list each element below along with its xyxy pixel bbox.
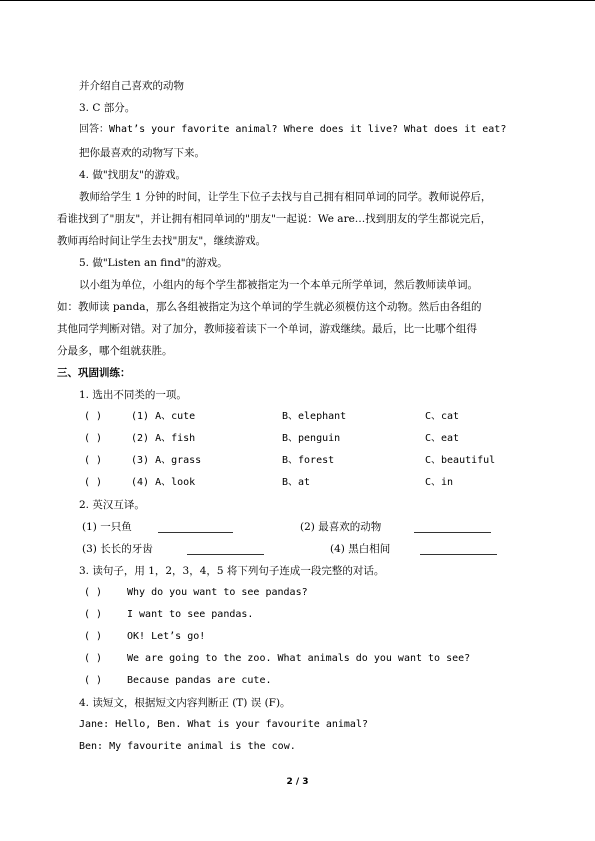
option-c: C、beautiful [425,455,496,466]
option-a: (1) A、cute [131,411,196,422]
option-a: (2) A、fish [131,433,196,444]
text-line: 以小组为单位，小组内的每个学生都被指定为一个本单元所学单词，然后教师读单词。 [79,279,478,291]
section-heading: 三、巩固训练： [57,367,131,379]
passage-line: Jane: Hello, Ben. What is your favourite animal? [79,719,368,730]
translation-item: (3) 长长的牙齿 [82,543,153,555]
question-4-title: 4. 读短文，根据短文内容判断正 (T) 误 (F)。 [79,697,291,709]
question-2-title: 2. 英汉互译。 [79,499,145,511]
step-5-heading: 5. 做"Listen an find"的游戏。 [79,257,228,269]
option-a: (4) A、look [131,477,196,488]
dialogue-sentence: We are going to the zoo. What animals do you want to see? [127,653,471,664]
text-line: 如：教师读 panda，那么各组被指定为这个单词的学生就必须模仿这个动物。然后由各组的 [57,301,482,313]
text-line: 分最多，哪个组就获胜。 [57,345,173,357]
translation-item: (2) 最喜欢的动物 [300,521,382,533]
text-line: 并介绍自己喜欢的动物 [79,80,184,92]
answer-bracket[interactable]: ( ) [84,411,103,422]
text-line: 教师再给时间让学生去找"朋友"，继续游戏。 [57,235,267,247]
dialogue-sentence: Because pandas are cute. [127,675,272,686]
option-c: C、in [425,477,454,488]
answer-bracket[interactable]: ( ) [84,653,103,664]
dialogue-sentence: I want to see pandas. [127,609,254,620]
answer-bracket[interactable]: ( ) [84,675,103,686]
text-line: 看谁找到了"朋友"，并让拥有相同单词的"朋友"一起说：We are…找到朋友的学生都说完后， [57,213,492,225]
answer-bracket[interactable]: ( ) [84,477,103,488]
answer-bracket[interactable]: ( ) [84,433,103,444]
page-number: 2 / 3 [286,777,309,787]
step-4-heading: 4. 做"找朋友"的游戏。 [79,169,187,181]
answer-blank[interactable] [414,532,491,533]
dialogue-sentence: Why do you want to see pandas? [127,587,308,598]
option-c: C、cat [425,411,460,422]
option-b: B、at [282,477,311,488]
answer-bracket[interactable]: ( ) [84,609,103,620]
answer-bracket[interactable]: ( ) [84,631,103,642]
question-3-title: 3. 读句子，用 1，2，3，4，5 将下列句子连成一段完整的对话。 [79,565,385,577]
text-line: 教师给学生 1 分钟的时间，让学生下位子去找与自己拥有相同单词的同学。教师说停后， [79,191,492,203]
translation-item: (4) 黑白相间 [330,543,391,555]
passage-line: Ben: My favourite animal is the cow. [79,741,296,752]
text-line: 把你最喜欢的动物写下来。 [79,147,205,159]
question-1-title: 1. 选出不同类的一项。 [79,389,187,401]
step-3-heading: 3. C 部分。 [79,102,136,114]
answer-bracket[interactable]: ( ) [84,455,103,466]
answer-blank[interactable] [187,554,264,555]
translation-item: (1) 一只鱼 [82,521,132,533]
text-line: 回答：What’s your favorite animal? Where does it live? What does it eat? [79,124,507,135]
dialogue-sentence: OK! Let’s go! [127,631,206,642]
option-a: (3) A、grass [131,455,202,466]
answer-bracket[interactable]: ( ) [84,587,103,598]
option-b: B、elephant [282,411,347,422]
option-b: B、forest [282,455,335,466]
text-line: 其他同学判断对错。对了加分，教师接着读下一个单词，游戏继续。最后，比一比哪个组得 [57,323,477,335]
answer-blank[interactable] [158,532,233,533]
answer-blank[interactable] [420,554,497,555]
option-b: B、penguin [282,433,341,444]
top-border-line [0,0,595,1]
option-c: C、eat [425,433,460,444]
